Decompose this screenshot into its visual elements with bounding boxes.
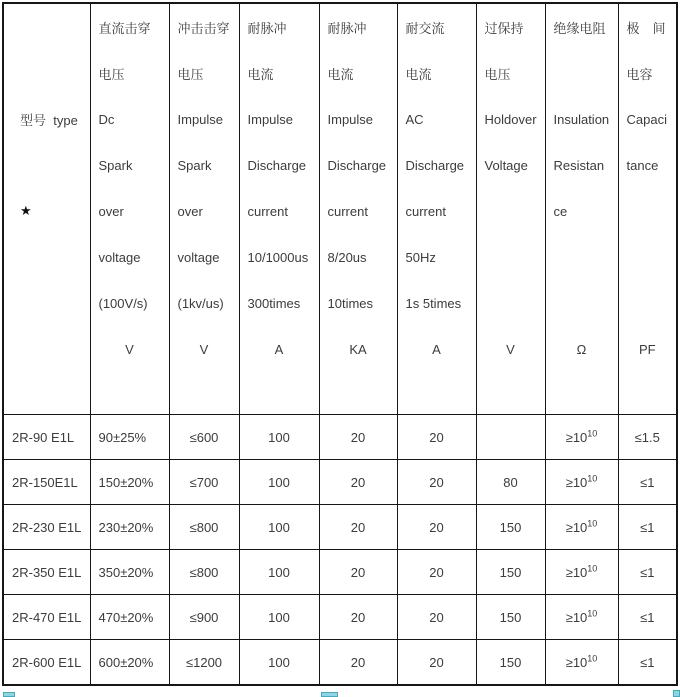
cell-impulse-discharge-current-8-20us: 20 [319, 505, 397, 550]
header-line [477, 188, 545, 234]
header-line: 300times [247, 295, 301, 311]
column-header-impulse-sparkover-voltage [169, 3, 239, 415]
cell-impulse-discharge-current-10-1000us: 100 [239, 460, 319, 505]
header-line [546, 234, 618, 280]
cell-capacitance: ≤1 [618, 550, 677, 595]
header-line: current [247, 203, 288, 219]
cell-insulation-resistance: $\ge 10^{10}$ [545, 415, 618, 460]
header-line: (100V/s) [98, 295, 148, 311]
header-line [4, 234, 90, 280]
header-line: Impulse [177, 111, 224, 127]
cell-impulse-sparkover-voltage: ≤800 [169, 505, 239, 550]
cell-dc-sparkover-voltage: 350±20% [90, 550, 169, 595]
cell-impulse-sparkover-voltage: ≤800 [169, 550, 239, 595]
cell-impulse-discharge-current-10-1000us: 100 [239, 640, 319, 686]
column-header-impulse-discharge-current-10-1000us [239, 3, 319, 415]
cell-capacitance: ≤1 [618, 595, 677, 640]
header-line: 耐脉冲 [247, 20, 287, 36]
header-line: 电压 [484, 66, 511, 82]
cell-impulse-sparkover-voltage: ≤1200 [169, 640, 239, 686]
header-line: PF [638, 341, 656, 357]
header-line: AC [405, 111, 424, 127]
cell-model: 2R-230 E1L [3, 505, 90, 550]
header-line: Ω [576, 341, 587, 357]
cell-holdover-voltage [476, 415, 545, 460]
header-line [477, 234, 545, 280]
header-line: Voltage [484, 157, 528, 173]
header-line: voltage [177, 249, 220, 265]
header-line: current [327, 203, 368, 219]
cell-capacitance: ≤1 [618, 505, 677, 550]
cell-impulse-discharge-current-8-20us: 20 [319, 460, 397, 505]
header-line: 10times [327, 295, 374, 311]
cell-model: 2R-150E1L [3, 460, 90, 505]
cell-ac-discharge-current: 20 [397, 595, 476, 640]
table-row [3, 595, 677, 640]
header-line: 电流 [405, 66, 432, 82]
header-line: 直流击穿 [98, 20, 151, 36]
header-line: Dc [98, 111, 115, 127]
header-line: 50Hz [405, 249, 436, 265]
cell-impulse-sparkover-voltage: ≤900 [169, 595, 239, 640]
cell-capacitance: ≤1.5 [618, 415, 677, 460]
header-line [4, 50, 90, 96]
cell-impulse-discharge-current-10-1000us: 100 [239, 505, 319, 550]
header-line: 电流 [327, 66, 354, 82]
cell-impulse-sparkover-voltage: ≤700 [169, 460, 239, 505]
header-row [3, 3, 677, 415]
header-line: voltage [98, 249, 141, 265]
component-spec-table [2, 2, 678, 686]
cell-holdover-voltage: 150 [476, 550, 545, 595]
cell-impulse-discharge-current-10-1000us: 100 [239, 595, 319, 640]
cell-ac-discharge-current: 20 [397, 505, 476, 550]
selection-handle-bottom-center[interactable] [321, 692, 338, 697]
header-line: Discharge [327, 157, 387, 173]
cell-capacitance: ≤1 [618, 460, 677, 505]
column-header-dc-sparkover-voltage [90, 3, 169, 415]
header-line: Impulse [327, 111, 374, 127]
cell-capacitance: ≤1 [618, 640, 677, 686]
header-line: V [199, 341, 209, 357]
cell-impulse-sparkover-voltage: ≤600 [169, 415, 239, 460]
header-line: Spark [177, 157, 212, 173]
header-line: KA [349, 341, 367, 357]
cell-insulation-resistance: $\ge 10^{10}$ [545, 460, 618, 505]
cell-insulation-resistance: $\ge 10^{10}$ [545, 550, 618, 595]
cell-holdover-voltage: 150 [476, 595, 545, 640]
header-line: 1s 5times [405, 295, 462, 311]
header-line: Discharge [405, 157, 465, 173]
header-line: 电压 [177, 66, 204, 82]
header-line [477, 280, 545, 326]
cell-holdover-voltage: 80 [476, 460, 545, 505]
column-header-capacitance [618, 3, 677, 415]
header-line: 电压 [98, 66, 125, 82]
cell-model: 2R-470 E1L [3, 595, 90, 640]
table-row [3, 505, 677, 550]
header-line [4, 4, 90, 50]
header-line: Capaci [626, 111, 667, 127]
cell-dc-sparkover-voltage: 600±20% [90, 640, 169, 686]
column-header-holdover-voltage [476, 3, 545, 415]
table-row [3, 640, 677, 686]
cell-ac-discharge-current: 20 [397, 550, 476, 595]
cell-impulse-discharge-current-8-20us: 20 [319, 550, 397, 595]
header-line: A [432, 341, 441, 357]
cell-insulation-resistance: $\ge 10^{10}$ [545, 505, 618, 550]
cell-holdover-voltage: 150 [476, 505, 545, 550]
table-row [3, 415, 677, 460]
header-line: over [177, 203, 203, 219]
header-line: 极 间 [626, 20, 666, 36]
header-line [4, 280, 90, 326]
table-row [3, 460, 677, 505]
cell-impulse-discharge-current-8-20us: 20 [319, 640, 397, 686]
column-header-model [3, 3, 90, 415]
header-line: 电流 [247, 66, 274, 82]
cell-impulse-discharge-current-8-20us: 20 [319, 415, 397, 460]
cell-ac-discharge-current: 20 [397, 415, 476, 460]
header-line: V [125, 341, 134, 357]
header-line: 10/1000us [247, 249, 309, 265]
header-line: Resistan [553, 157, 605, 173]
header-line: 型号 type [20, 112, 78, 128]
header-line [4, 326, 90, 372]
cell-impulse-discharge-current-10-1000us: 100 [239, 550, 319, 595]
cell-model: 2R-600 E1L [3, 640, 90, 686]
column-header-insulation-resistance [545, 3, 618, 415]
header-line: V [506, 341, 515, 357]
cell-dc-sparkover-voltage: 150±20% [90, 460, 169, 505]
header-line [619, 188, 677, 234]
header-line [619, 234, 677, 280]
cell-model: 2R-90 E1L [3, 415, 90, 460]
star-icon: ★ [20, 203, 32, 218]
header-line: Discharge [247, 157, 307, 173]
header-line: Holdover [484, 111, 537, 127]
header-line: 冲击击穿 [177, 20, 230, 36]
cell-insulation-resistance: $\ge 10^{10}$ [545, 595, 618, 640]
selection-handle-bottom-right[interactable] [673, 690, 680, 697]
header-line: over [98, 203, 124, 219]
cell-dc-sparkover-voltage: 90±25% [90, 415, 169, 460]
cell-ac-discharge-current: 20 [397, 460, 476, 505]
header-line: 过保持 [484, 20, 524, 36]
cell-model: 2R-350 E1L [3, 550, 90, 595]
header-line: 8/20us [327, 249, 367, 265]
cell-dc-sparkover-voltage: 230±20% [90, 505, 169, 550]
cell-holdover-voltage: 150 [476, 640, 545, 686]
header-line [619, 280, 677, 326]
header-line: 耐脉冲 [327, 20, 367, 36]
header-line [546, 280, 618, 326]
header-line: 电容 [626, 66, 653, 82]
cell-impulse-discharge-current-8-20us: 20 [319, 595, 397, 640]
column-header-impulse-discharge-current-8-20us [319, 3, 397, 415]
table-row [3, 550, 677, 595]
header-line: Spark [98, 157, 133, 173]
header-line: tance [626, 157, 659, 173]
header-line: ce [553, 203, 568, 219]
header-line: 耐交流 [405, 20, 445, 36]
cell-insulation-resistance: $\ge 10^{10}$ [545, 640, 618, 686]
header-line [4, 142, 90, 188]
column-header-ac-discharge-current [397, 3, 476, 415]
cell-dc-sparkover-voltage: 470±20% [90, 595, 169, 640]
header-line: Insulation [553, 111, 610, 127]
header-line: A [274, 341, 284, 357]
header-line: 绝缘电阻 [553, 20, 606, 36]
cell-ac-discharge-current: 20 [397, 640, 476, 686]
header-line [546, 50, 618, 96]
header-line: current [405, 203, 446, 219]
selection-handle-bottom-left[interactable] [3, 692, 15, 697]
header-line: (1kv/us) [177, 295, 224, 311]
header-line: Impulse [247, 111, 294, 127]
cell-impulse-discharge-current-10-1000us: 100 [239, 415, 319, 460]
